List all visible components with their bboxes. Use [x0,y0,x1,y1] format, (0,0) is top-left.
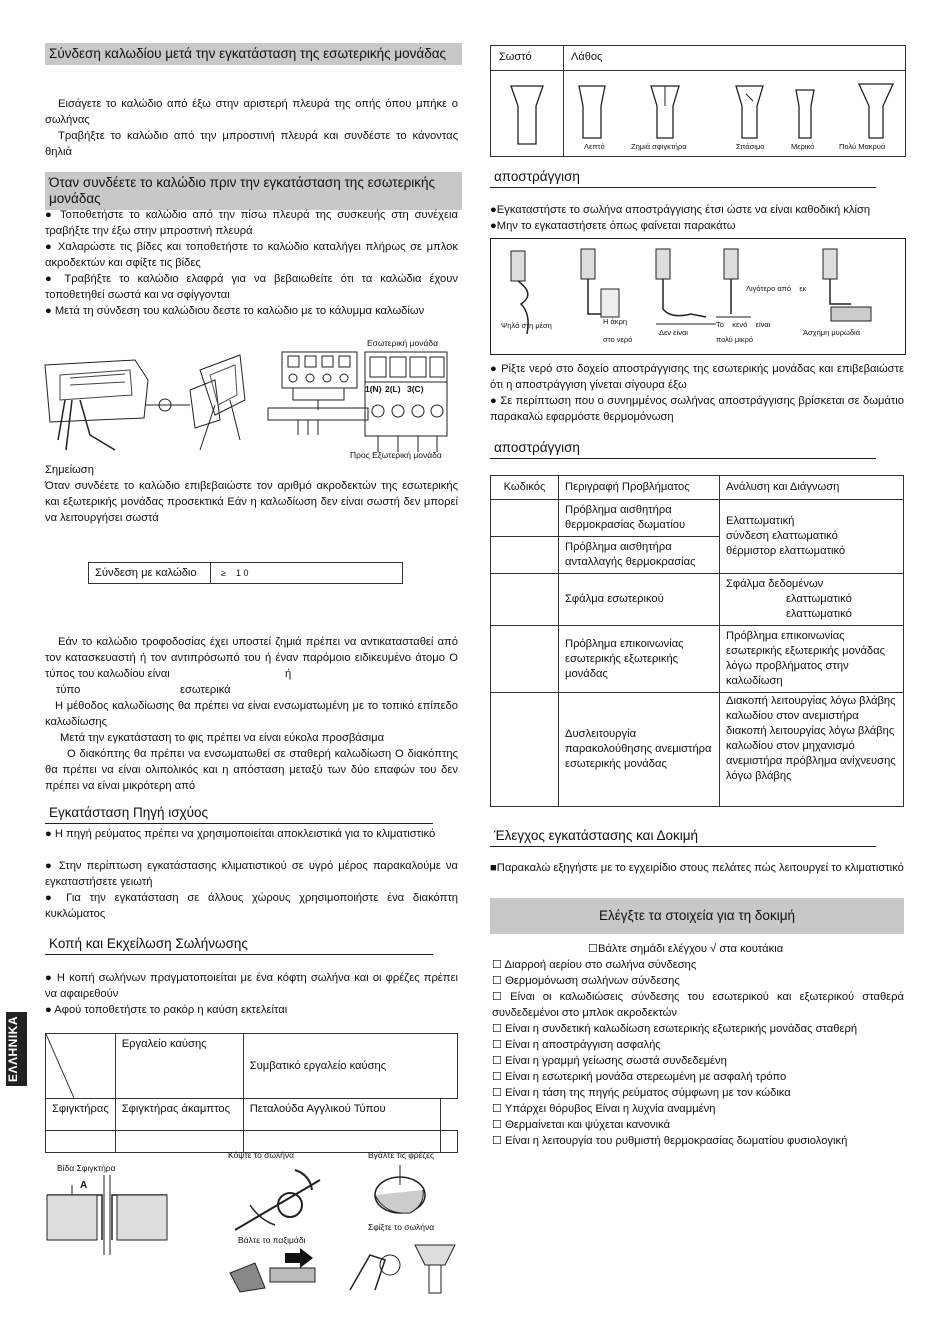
terminal-1: 1(N) [365,384,382,394]
paragraph: Τραβήξτε το καλώδιο από την μπροστινή πλευρά και συνδέστε το κάνοντας θηλιά [45,130,458,158]
drain-wrong-figure [490,238,906,355]
table-cell [491,574,559,626]
section-title-wire-after: Σύνδεση καλωδίου μετά την εγκατάσταση της εσωτερικής μονάδας [45,43,462,65]
bullet: ● Η πηγή ρεύματος πρέπει να χρησιμοποιείται αποκλειστικά για το κλιματιστικό [45,828,436,840]
bullet: ● Αφού τοποθετήστε το ρακόρ η καύση εκτελείται [45,1004,288,1016]
section-title-check: Έλεγχος εγκατάστασης και Δοκιμή [490,828,876,847]
table-cell [46,1131,116,1153]
checklist-item[interactable]: ☐ Θερμομόνωση σωλήνων σύνδεσης [492,975,680,987]
label-end: Η άκρη [603,317,628,326]
table-cell: Πρόβλημα αισθητήρα θερμοκρασίας δωματίου [559,500,720,537]
label-correct: Σωστό [499,51,532,63]
flare-clamp-diagram [42,1175,172,1255]
checklist-item[interactable]: ☐ Υπάρχει θόρυβος Είναι η λυχνία αναμμένη [492,1103,716,1115]
table-cell: Σφιγκτήρας άκαμπτος [115,1099,243,1131]
terminal-block-sketch [268,352,368,435]
paragraph: τύπο [56,684,81,696]
label-too-small: πολύ μικρό [716,335,754,344]
error-codes-table [490,475,904,807]
terminal-3: 3(C) [407,384,424,394]
label-high-middle: Ψηλά στη μέση [501,321,552,330]
indoor-unit-sketch [45,360,148,450]
bullet: ● Στην περίπτωση εγκατάστασης κλιματιστικού σε υγρό μέρος παρακαλούμε να εγκαταστήσετε γειωτή [45,860,458,888]
wiring-illustration [40,340,460,460]
diag-line: σύνδεση ελαττωματικό [726,530,838,542]
label-cut-pipe: Κόψτε το σωλήνα [228,1150,295,1160]
flare-comparison-figure [490,45,906,157]
insert-nut-illustration [225,1248,335,1293]
paragraph-or: ή [285,668,292,680]
bullet: ● Τοποθετήστε το καλώδιο από την πίσω πλευρά της συσκευής στη συνέχεια τραβήξτε την έξω στην μπροστινή πλευρά [45,209,458,237]
paragraph: Η μέθοδος καλωδίωσης θα πρέπει να είναι ενσωματωμένη με το τοπικό επίπεδο καλωδίωσης [45,700,458,728]
bullet: ●Μην το εγκαταστήσετε όπως φαίνεται παρακάτω [490,220,736,232]
paragraph: ■Παρακαλώ εξηγήστε με το εγχειρίδιο στους πελάτες πώς λειτουργεί το κλιματιστικό [490,862,904,874]
table-cell [491,626,559,693]
deburr-illustration [355,1165,445,1225]
label-insert-nut: Βάλτε το παξιμάδι [238,1235,306,1245]
table-cell: Συμβατικό εργαλείο καύσης [243,1034,457,1099]
table-cell [491,693,559,807]
bullet: ● Σε περίπτωση που ο συνημμένος σωλήνας αποστράγγισης βρίσκεται σε δωμάτιο παρακαλώ εφαρμόστε θερμομόνωση [490,395,904,423]
label-bad-smell: Άσχημη μυρωδιά [803,328,861,337]
label-partial: Μερικό [791,142,815,151]
diag-line: Ελαττωματική [726,515,795,527]
label-break: Σπάσιμο [736,142,765,151]
table-header: Κωδικός [491,476,559,500]
label-remove-burrs: Βγάλτε τις φρέζες [368,1150,435,1160]
wire-spec-value: ≥ 1 0 [221,568,249,578]
paragraph: Εισάγετε το καλώδιο από έξω στην αριστερή πλευρά της οπής όπου μπήκε ο σωλήνας [45,98,458,126]
bullet: ● Ρίξτε νερό στο δοχείο αποστράγγισης της εσωτερικής μονάδας και επιβεβαιώστε ότι η αποστράγγιση γίνεται σίγουρα έξω [490,363,904,391]
diag-line: θέρμιστορ ελαττωματικό [726,545,846,557]
bullet: ● Χαλαρώστε τις βίδες και τοποθετήστε το καλώδιο καταλήγει πλήρως σε μπλοκ ακροδεκτών και σφίξτε τις βίδες [45,241,458,269]
pipe-cutter-illustration [220,1165,330,1235]
test-intro: ☐Βάλτε σημάδι ελέγχου √ στα κουτάκια [588,943,784,955]
table-cell [491,500,559,537]
table-cell: Δυσλειτουργία παρακολούθησης ανεμιστήρα εσωτερικής μονάδας [559,693,720,807]
test-items-box: Ελέγξτε τα στοιχεία για τη δοκιμή [490,898,904,934]
label-clamp-screw: Βίδα Σφιγκτήρα [57,1163,116,1173]
label-wrong: Λάθος [571,51,603,63]
checklist-item[interactable]: ☐ Είναι οι καλωδιώσεις σύνδεσης του εσωτερικού και εξωτερικού σταθερά συνδεδεμένοι στο μπλοκ ακροδεκτών [492,991,904,1019]
section-title-flaring: Κοπή και Εκχείλωση Σωλήνωσης [45,936,433,955]
table-cell: Πρόβλημα αισθητήρα ανταλλαγής θερμοκρασίας [559,537,720,574]
table-cell [115,1131,243,1153]
table-cell: Διακοπή λειτουργίας λόγω βλάβης καλωδίου στον ανεμιστήρα διακοπή λειτουργίας λόγω βλάβης καλωδίου στον μηχανισμό ανεμιστήρα πρόβλημα ανίχνευσης λόγω βλάβης [720,693,904,807]
label-gap: Το κενό είναι [716,320,771,329]
table-cell: Σφιγκτήρας [46,1099,116,1131]
bullet: ● Μετά τη σύνδεση του καλώδιου δεστε το καλώδιο με το κάλυμμα καλωδίων [45,305,425,317]
note-title: Σημείωση [45,464,94,476]
table-cell [491,537,559,574]
label-tighten-pipe: Σφίξτε το σωλήνα [368,1222,435,1232]
table-header: Ανάλυση και Διάγνωση [720,476,904,500]
paragraph: Μετά την εγκατάσταση το φις πρέπει να είναι εύκολα προσβάσιμα [60,732,385,744]
checklist-item[interactable]: ☐ Θερμαίνεται και ψύχεται κανονικά [492,1119,671,1131]
label-a: A [80,1180,88,1191]
paragraph: Εάν το καλώδιο τροφοδοσίας έχει υποστεί ζημιά πρέπει να αντικατασταθεί από τον κατασκευαστή ή τον αντιπρόσωπό του ή έναν παρόμοιο ειδικευμένο άτομο Ο τύπος του καλωδίου είναι [45,636,458,680]
paragraph: εσωτερικά [180,684,231,696]
paragraph: Ο διακόπτης θα πρέπει να ενσωματωθεί σε σταθερή καλωδίωση Ο διακόπτης θα πρέπει να είναι ολιπολικός και η απόσταση μεταξύ των δύο επαφών του δεν πρέπει να είναι μικρότερη από [45,748,458,792]
table-cell [720,574,904,626]
checklist-item[interactable]: ☐ Διαρροή αερίου στο σωλήνα σύνδεσης [492,959,697,971]
note-text: Όταν συνδέετε το καλώδιο επιβεβαιώστε τον αριθμό ακροδεκτών της εσωτερικής και εξωτερικής μονάδας προσεκτικά Εάν η καλωδίωση δεν είναι σωστή δεν μπορεί να λειτουργήσει σωστά [45,480,458,524]
checklist-item[interactable]: ☐ Είναι η λειτουργία του ρυθμιστή θερμοκρασίας δωματίου φυσιολογική [492,1135,848,1147]
label-less-than: Λιγότερο από εκ [746,284,807,293]
bullet: ● Τραβήξτε το καλώδιο ελαφρά για να βεβαιωθείτε ότι τα καλώδια έχουν τοποθετηθεί σωστά και να σφίγγονται [45,273,458,301]
checklist-item[interactable]: ☐ Είναι η αποστράγγιση ασφαλής [492,1039,661,1051]
cable-cover-sketch [200,355,245,450]
flare-shapes [491,76,905,151]
table-cell: Πεταλούδα Αγγλικού Τύπου [243,1099,440,1131]
indoor-terminal-board [365,352,447,452]
flare-tool-table [45,1033,458,1153]
label-to-outdoor: Προς Εξωτερική μονάδα [350,450,442,460]
checklist-item[interactable]: ☐ Είναι η γραμμή γείωσης σωστά συνδεδεμένη [492,1055,727,1067]
table-cell: Πρόβλημα επικοινωνίας εσωτερικής εξωτερικής μονάδας [559,626,720,693]
label-not: Δεν είναι [659,328,688,337]
bullet: ● Η κοπή σωλήνων πραγματοποιείται με ένα κόφτη σωλήνα και οι φρέζες πρέπει να αφαιρεθούν [45,972,458,1000]
tighten-pipe-illustration [345,1240,460,1295]
table-corner-cell [46,1034,116,1099]
diag-line: ελαττωματικό [786,593,852,605]
section-title-drain: αποστράγγιση [490,169,876,188]
table-header: Περιγραφή Προβλήματος [559,476,720,500]
diag-line: Σφάλμα δεδομένων [726,578,824,590]
label-in-water: στο νερό [603,335,633,344]
section-title-power: Εγκατάσταση Πηγή ισχύος [45,805,433,824]
diag-line: ελαττωματικό [786,608,852,620]
table-cell: Εργαλείο καύσης [115,1034,243,1099]
section-title-wire-before: Όταν συνδέετε το καλώδιο πριν την εγκατάσταση της εσωτερικής μονάδας [45,172,462,210]
label-clamp-damage: Ζημιά σφιγκτήρα [631,142,687,151]
table-cell: Σφάλμα εσωτερικού [559,574,720,626]
label-thin: Λεπτό [584,142,605,151]
checklist-item[interactable]: ☐ Είναι η εσωτερική μονάδα στερεωμένη με ασφαλή τρόπο [492,1071,787,1083]
header-divider [491,70,905,71]
label-indoor-unit: Εσωτερική μονάδα [367,338,439,348]
wire-spec-box [88,562,403,584]
table-cell: Πρόβλημα επικοινωνίας εσωτερικής εξωτερικής μονάδας λόγω προβλήματος στην καλωδίωση [720,626,904,693]
terminal-2: 2(L) [385,384,401,394]
screw-sketch [145,380,220,428]
section-title-drain-2: αποστράγγιση [490,440,876,459]
checklist-item[interactable]: ☐ Είναι η τάση της πηγής ρεύματος σύμφωνη με τον κώδικα [492,1087,791,1099]
wire-spec-label: Σύνδεση με καλώδιο [89,563,211,583]
label-too-long: Πολύ Μακρυά [839,142,886,151]
table-cell [440,1131,457,1153]
language-tab: ΕΛΛΗΝΙΚΑ [6,1012,27,1086]
checklist-item[interactable]: ☐ Είναι η συνδετική καλωδίωση εσωτερικής εξωτερικής μονάδας σταθερή [492,1023,858,1035]
bullet: ● Για την εγκατάσταση σε άλλους χώρους χρησιμοποιήστε ένα διακόπτη κυκλώματος [45,892,458,920]
bullet: ●Εγκαταστήστε το σωλήνα αποστράγγισης έτσι ώστε να είναι καθοδική κλίση [490,204,871,216]
table-cell [720,500,904,574]
